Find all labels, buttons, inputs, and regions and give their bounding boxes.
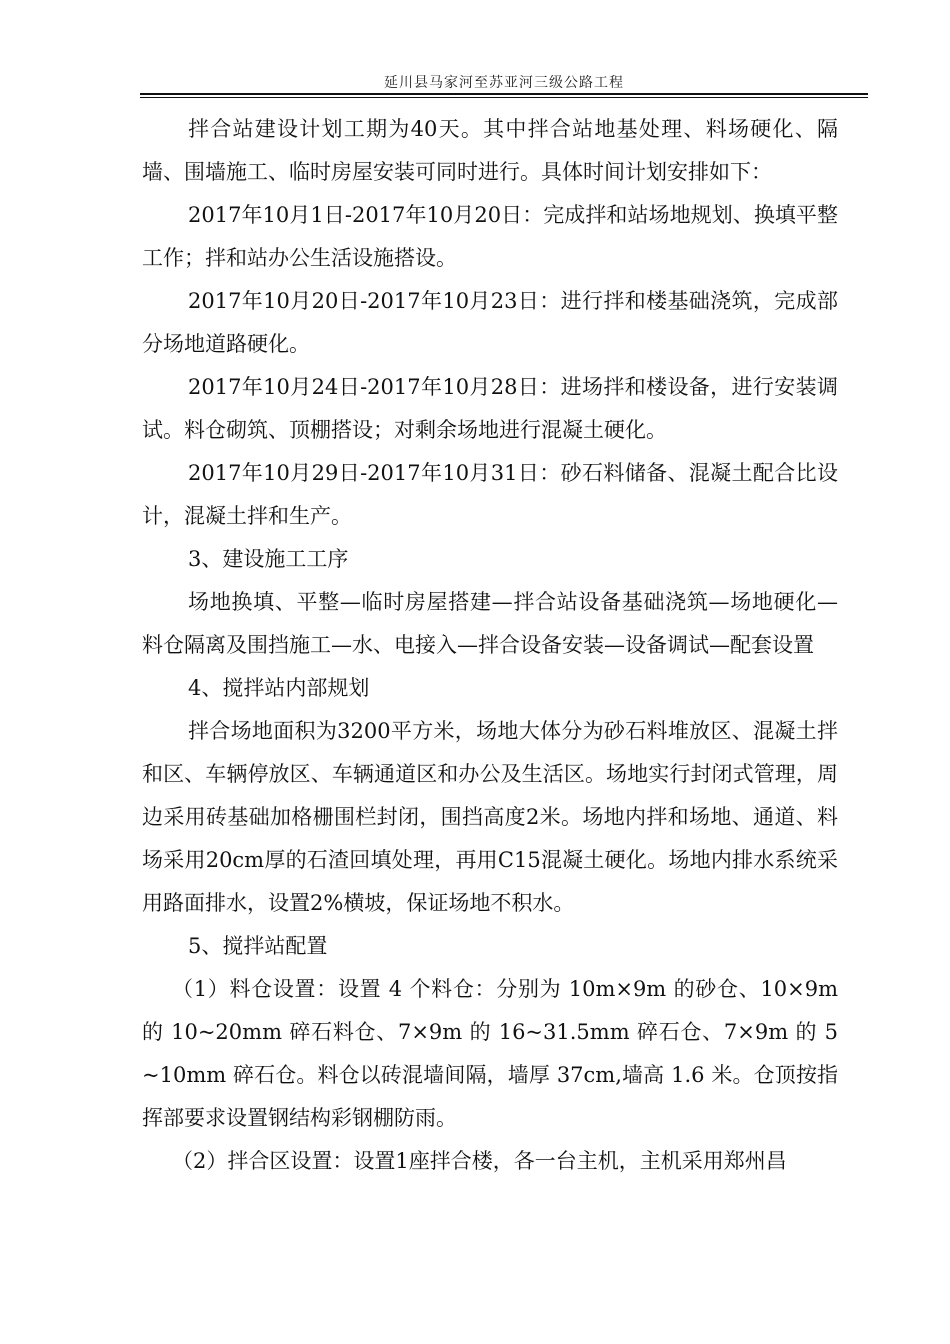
header-rule-thin xyxy=(140,97,868,98)
paragraph-construction-sequence: 场地换填、平整—临时房屋搭建—拌合站设备基础浇筑—场地硬化—料仓隔离及围挡施工—水、电接入—拌合设备安装—设备调试—配套设置 xyxy=(142,590,838,657)
paragraph-mixing-area-setup: （2）拌合区设置：设置1座拌合楼，各一台主机，主机采用郑州昌 xyxy=(172,1149,787,1173)
paragraph-site-planning: 拌合场地面积为3200平方米，场地大体分为砂石料堆放区、混凝土拌和区、车辆停放区、车辆通道区和办公及生活区。场地实行封闭式管理，周边采用砖基础加格栅围栏封闭，围挡高度2米。场地内拌和场地、通道、料场采用20cm厚的石渣回填处理，再用C15混凝土硬化。场地内排水系统采用路面排水，设置2%横坡，保证场地不积水。 xyxy=(142,719,838,915)
section-heading-3: 3、建设施工工序 xyxy=(188,547,349,571)
page-header-title: 延川县马家河至苏亚河三级公路工程 xyxy=(384,75,624,91)
header-rule-thick xyxy=(140,93,868,95)
paragraph-bin-setup: （1）料仓设置：设置 4 个料仓：分别为 10m×9m 的砂仓、10×9m 的 10~20mm 碎石料仓、7×9m 的 16~31.5mm 碎石仓、7×9m 的 5~10mm 碎石仓。料仓以砖混墙间隔，墙厚 37cm,墙高 1.6 米。仓顶按指挥部要求设置钢结构彩钢棚防雨。 xyxy=(142,977,838,1130)
section-heading-5: 5、搅拌站配置 xyxy=(188,934,328,958)
section-heading-4: 4、搅拌站内部规划 xyxy=(188,676,370,700)
paragraph-schedule-phase-4: 2017年10月29日-2017年10月31日：砂石料储备、混凝土配合比设计，混凝土拌和生产。 xyxy=(142,461,838,528)
paragraph-schedule-phase-1: 2017年10月1日-2017年10月20日：完成拌和站场地规划、换填平整工作；拌和站办公生活设施搭设。 xyxy=(142,203,838,270)
document-body xyxy=(142,108,838,1183)
paragraph-schedule-phase-2: 2017年10月20日-2017年10月23日：进行拌和楼基础浇筑，完成部分场地道路硬化。 xyxy=(142,289,838,356)
paragraph-schedule-phase-3: 2017年10月24日-2017年10月28日：进场拌和楼设备，进行安装调试。料仓砌筑、顶棚搭设；对剩余场地进行混凝土硬化。 xyxy=(142,375,838,442)
paragraph-schedule-intro: 拌合站建设计划工期为40天。其中拌合站地基处理、料场硬化、隔墙、围墙施工、临时房屋安装可同时进行。具体时间计划安排如下： xyxy=(142,117,838,184)
